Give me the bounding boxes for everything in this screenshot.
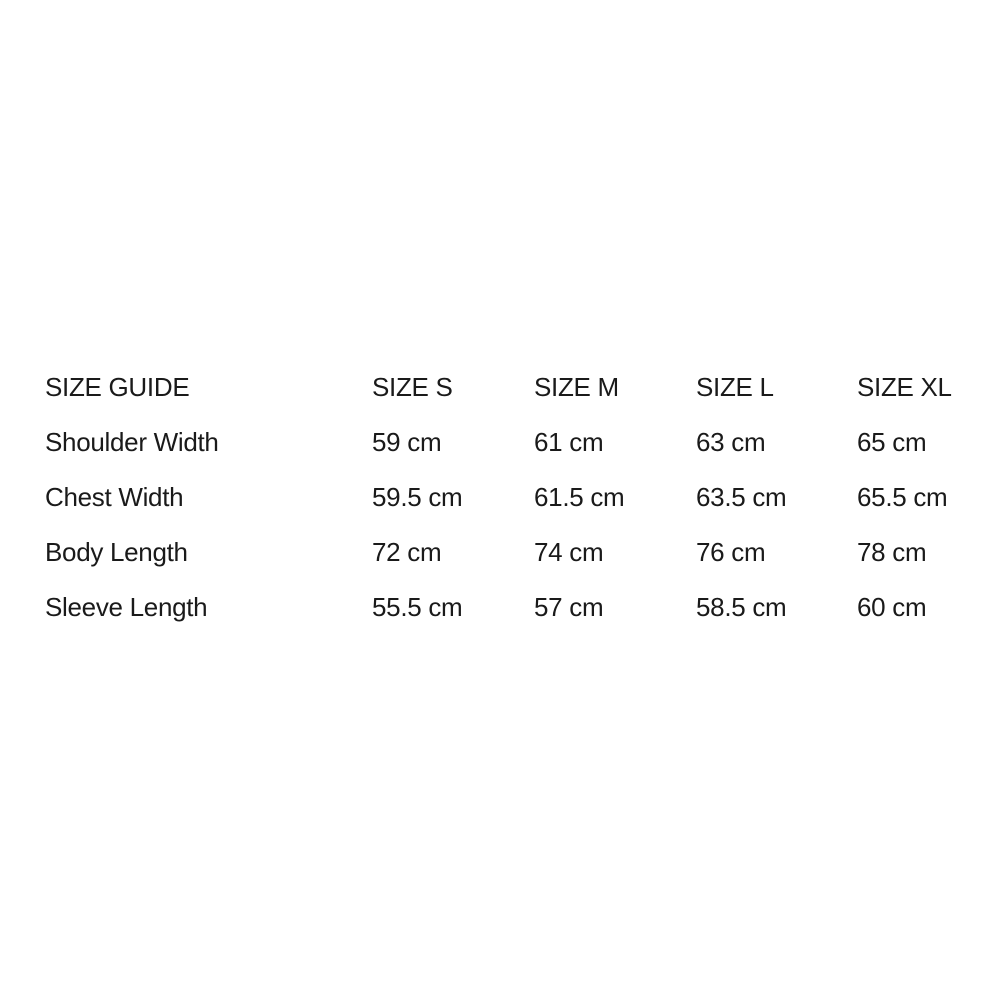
table-row-body-length [0,532,1000,572]
column-header-size-xl: SIZE XL [857,372,952,402]
table-cell: 58.5 cm [696,592,787,622]
table-cell: 72 cm [372,537,442,567]
table-cell: 59 cm [372,427,442,457]
table-cell: 59.5 cm [372,482,463,512]
table-cell: 57 cm [534,592,604,622]
table-cell: 61.5 cm [534,482,625,512]
row-label: Sleeve Length [45,592,208,622]
column-header-size-s: SIZE S [372,372,453,402]
table-row-chest-width [0,477,1000,517]
size-guide-title: SIZE GUIDE [45,372,190,402]
column-header-size-l: SIZE L [696,372,774,402]
table-cell: 63 cm [696,427,766,457]
table-cell: 65.5 cm [857,482,948,512]
table-header-row [0,367,1000,407]
column-header-size-m: SIZE M [534,372,619,402]
table-cell: 55.5 cm [372,592,463,622]
table-cell: 78 cm [857,537,927,567]
table-cell: 74 cm [534,537,604,567]
row-label: Body Length [45,537,188,567]
table-cell: 76 cm [696,537,766,567]
table-cell: 63.5 cm [696,482,787,512]
table-row-shoulder-width [0,422,1000,462]
row-label: Chest Width [45,482,184,512]
table-cell: 60 cm [857,592,927,622]
table-cell: 61 cm [534,427,604,457]
table-row-sleeve-length [0,587,1000,627]
row-label: Shoulder Width [45,427,219,457]
table-cell: 65 cm [857,427,927,457]
